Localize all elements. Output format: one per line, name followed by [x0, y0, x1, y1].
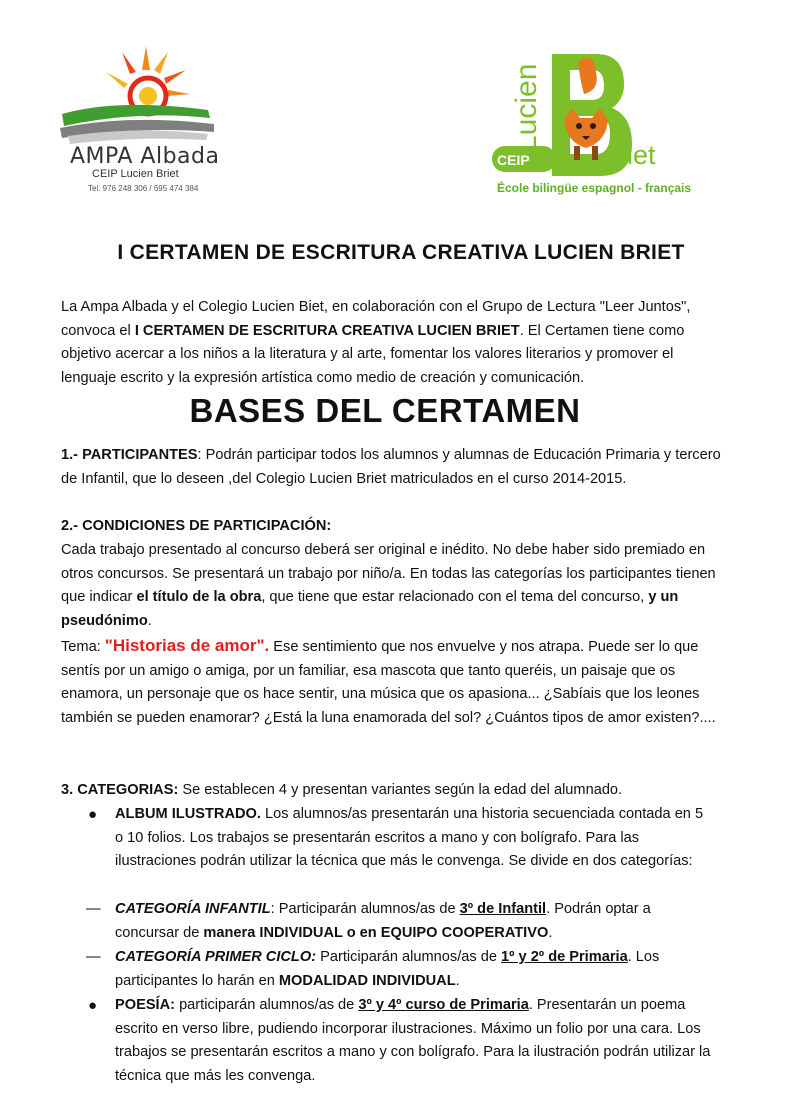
section1-heading: 1.- PARTICIPANTES	[61, 447, 198, 463]
section3-text: Se establecen 4 y presentan variantes según la edad del alumnado.	[178, 782, 623, 798]
bullet-icon: ●	[88, 806, 98, 823]
tema-text: Ese sentimiento que nos envuelve y nos atrapa. Puede ser lo que sentís por un amigo o amiga, por un familiar, esa mascota que tanto queréis, un paisaje que os enamora, un personaje que os hace sentir, una música que os apasiona... ¿Sabíais que los leones también se pueden enamorar? ¿Está la luna enamorada del sol? ¿Cuántos tipos de amor existen?....	[61, 639, 716, 726]
primer-ciclo-course: 1º y 2º de Primaria	[501, 949, 628, 965]
section2-text1: Cada trabajo presentado al concurso deberá ser original e inédito. No debe haber sido premiado en otros concursos. Se presentará un trabajo por niño/a. En todas las categorías los participantes tienen que indicar	[61, 542, 716, 606]
poesia-label: POESÍA:	[115, 997, 176, 1013]
ampa-name: AMPA Albada	[70, 144, 220, 169]
bullet-icon: ●	[88, 997, 98, 1014]
document-title: I CERTAMEN DE ESCRITURA CREATIVA LUCIEN BRIET	[117, 241, 685, 264]
list-item-infantil	[86, 898, 726, 946]
sun-rays-icon	[106, 46, 190, 114]
album-label: ALBUM ILUSTRADO.	[115, 806, 261, 822]
album-text	[115, 803, 715, 874]
primer-ciclo-label: CATEGORÍA PRIMER CICLO:	[115, 949, 317, 965]
infantil-text	[115, 898, 715, 945]
poesia-text	[115, 994, 715, 1088]
list-item-poesia	[86, 994, 726, 1094]
dash-icon: —	[86, 901, 101, 917]
section2-bold-title: el título de la obra	[136, 589, 262, 606]
infantil-label: CATEGORÍA INFANTIL	[115, 901, 271, 917]
list-item-album	[86, 803, 726, 898]
intro-text-2: . El Certamen tiene como objetivo acercar a los niños a la literatura y al arte, fomentar los valores literarios y promover el lenguaje escrito y la expresión artística como medio de creación y comunicación.	[61, 322, 685, 386]
infantil-mode: manera INDIVIDUAL o en EQUIPO COOPERATIVO	[203, 924, 549, 941]
intro-text-1: La Ampa Albada y el Colegio Lucien Biet, en colaboración con el Grupo de Lectura "Leer Juntos", convoca el	[61, 299, 691, 339]
section1-text: : Podrán participar todos los alumnos y alumnas de Educación Primaria y tercero de Infantil, que lo deseen ,del Colegio Lucien Briet matriculados en el curso 2014-2015.	[61, 447, 721, 487]
poesia-t1: participarán alumnos/as de	[175, 997, 359, 1013]
intro-paragraph	[61, 296, 721, 390]
primer-ciclo-text	[115, 946, 715, 993]
ceip-lucien-vertical: Lucien	[510, 63, 543, 152]
dash-icon: —	[86, 949, 101, 965]
ceip-tagline: École bilingüe espagnol - français	[497, 181, 692, 195]
primer-ciclo-t2: . Los participantes lo harán en	[115, 949, 660, 989]
tema-label: Tema:	[61, 639, 105, 655]
section-participantes	[61, 444, 721, 491]
poesia-t2: . Presentarán un poema escrito en verso libre, pudiendo incorporar ilustraciones. Máximo un folio por una cara. Los trabajos se presentarán escritos a mano y con bolígrafo. Para la ilustración podrán utilizar la técnica que más les convenga.	[115, 997, 711, 1084]
intro-bold-title: I CERTAMEN DE ESCRITURA CREATIVA LUCIEN BRIET	[134, 322, 520, 339]
ceip-label: CEIP	[497, 152, 530, 168]
section3-intro	[61, 779, 721, 803]
section2-bold-pseudonym: y un pseudónimo	[61, 589, 679, 629]
bases-heading: BASES DEL CERTAMEN	[189, 392, 581, 429]
ampa-phone: Tel. 976 248 306 / 695 474 384	[88, 184, 199, 193]
primer-ciclo-t1: Participarán alumnos/as de	[316, 949, 502, 965]
section2-text2: , que tiene que estar relacionado con el tema del concurso,	[261, 589, 649, 606]
section3-heading: 3. CATEGORIAS:	[61, 782, 179, 798]
primer-ciclo-mode: MODALIDAD INDIVIDUAL	[278, 972, 456, 989]
album-desc: Los alumnos/as presentarán una historia secuenciada contada en 5 o 10 folios. Los trabajos se presentarán escritos a mano y con bolígrafo. Para las ilustraciones podrán utilizar la técnica que más le convenga. Se divide en dos categorías:	[115, 806, 704, 870]
list-item-primer-ciclo	[86, 946, 726, 994]
section2-text3: .	[147, 612, 152, 629]
infantil-course: 3º de Infantil	[459, 901, 547, 917]
ampa-subtitle: CEIP Lucien Briet	[92, 168, 179, 180]
poesia-course: 3º y 4º curso de Primaria	[358, 997, 529, 1013]
section2-heading: 2.- CONDICIONES DE PARTICIPACIÓN:	[61, 518, 332, 534]
ceip-briet-text: riet	[618, 140, 656, 170]
tema-paragraph	[61, 634, 721, 730]
infantil-t2: . Podrán optar a concursar de	[115, 901, 651, 941]
infantil-t3: .	[548, 924, 553, 941]
tema-value: "Historias de amor".	[104, 636, 270, 655]
section2-paragraph	[61, 539, 721, 633]
infantil-t1: : Participarán alumnos/as de	[270, 901, 460, 917]
primer-ciclo-t3: .	[455, 972, 460, 989]
